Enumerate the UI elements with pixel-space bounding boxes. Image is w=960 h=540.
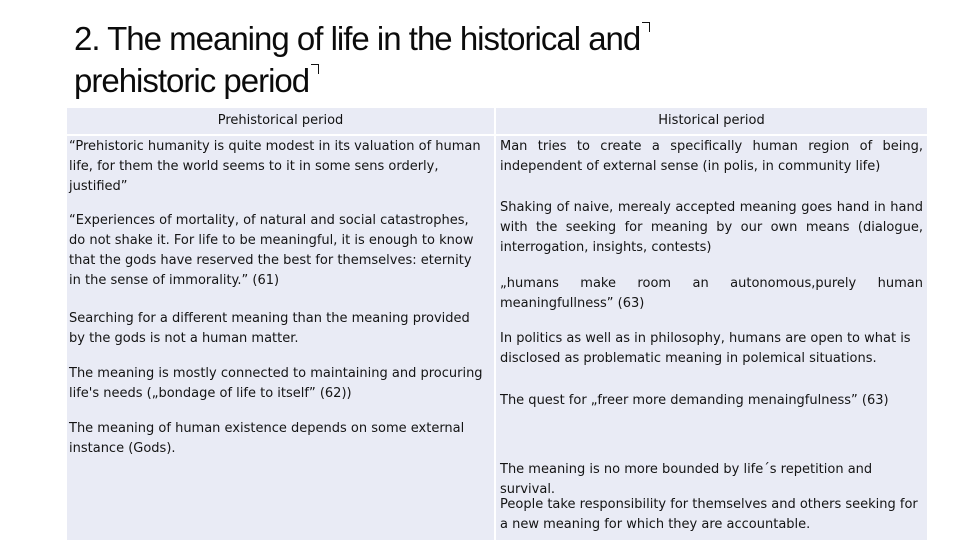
slide-title-line-2: prehistoric period <box>74 62 310 99</box>
column-header-historical: Historical period <box>496 108 927 134</box>
historical-paragraph: Shaking of naive, merealy accepted meaning goes hand in hand with the seeking for meaning by our own means (dialogue, interrogation, insights, contests) <box>500 200 923 255</box>
historical-paragraph: The quest for „freer more demanding menaingfulness” (63) <box>500 393 889 408</box>
prehistorical-paragraph: “Experiences of mortality, of natural and social catastrophes, do not shake it. For life to be meaningful, it is enough to know that the gods have reserved the best for themselves: eternity in the sense of immorality.” (61) <box>69 213 474 288</box>
slide-title-line-1: 2. The meaning of life in the historical and <box>74 20 641 57</box>
historical-paragraph: Man tries to create a specifically human region of being, independent of external sense (in polis, in community life) <box>500 139 923 174</box>
historical-paragraph: In politics as well as in philosophy, humans are open to what is disclosed as problematic meaning in polemical situations. <box>500 331 911 366</box>
title-mark-icon <box>642 22 650 32</box>
prehistorical-paragraph: The meaning is mostly connected to maintaining and procuring life's needs („bondage of life to itself” (62)) <box>69 366 483 401</box>
slide-title <box>74 18 894 102</box>
historical-paragraph: „humans make room an autonomous,purely human meaningfullness” (63) <box>500 276 923 311</box>
column-header-prehistorical: Prehistorical period <box>67 108 494 134</box>
historical-paragraph: People take responsibility for themselves and others seeking for a new meaning for which they are accountable. <box>500 497 918 532</box>
prehistorical-paragraph: Searching for a different meaning than the meaning provided by the gods is not a human matter. <box>69 311 470 346</box>
historical-paragraph: The meaning is no more bounded by life´s repetition and survival. <box>500 462 873 497</box>
title-mark-icon <box>311 64 319 74</box>
prehistorical-paragraph: “Prehistoric humanity is quite modest in its valuation of human life, for them the world seems to it in some sens orderly, justified” <box>69 139 481 194</box>
prehistorical-paragraph: The meaning of human existence depends on some external instance (Gods). <box>69 421 465 456</box>
